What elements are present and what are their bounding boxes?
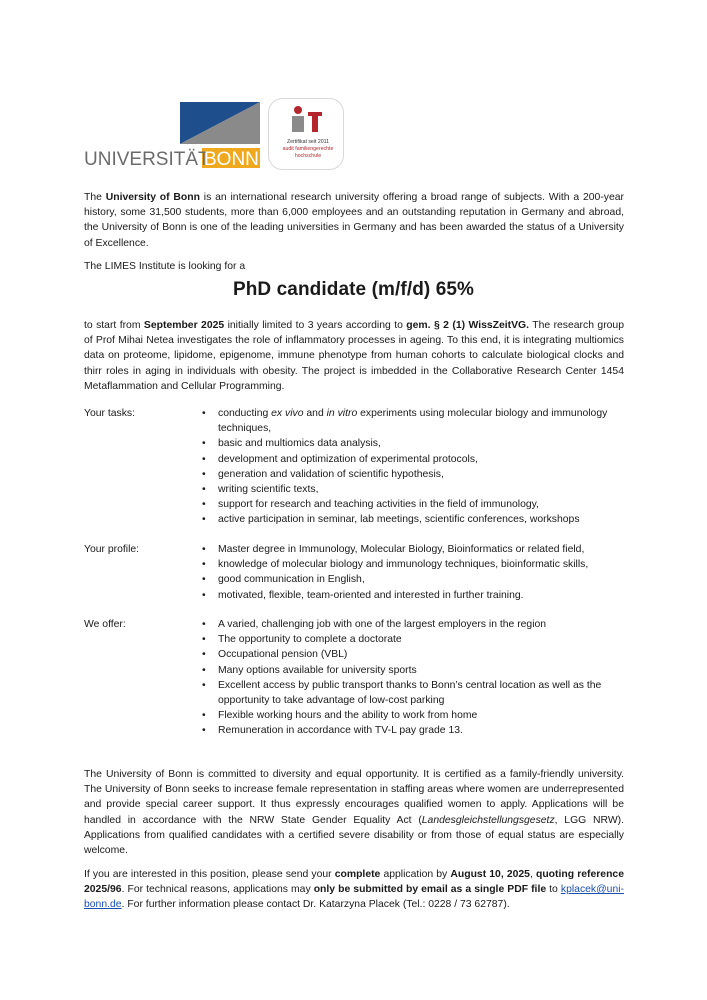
intro-university-name: University of Bonn bbox=[105, 192, 200, 203]
list-item: • knowledge of molecular biology and immunology techniques, bioinformatic skills, bbox=[202, 557, 624, 572]
list-item: • Master degree in Immunology, Molecular Biology, Bioinformatics or related field, bbox=[202, 542, 624, 557]
logo-text-universitaet: UNIVERSITÄT bbox=[84, 149, 210, 168]
details-text: to start from bbox=[84, 320, 144, 331]
family-friendly-certificate-logo bbox=[268, 98, 344, 170]
diversity-text: , LGG NRW). Applications from qualified candidates with a certified severe disability or from those of equal status are especially welcome. bbox=[84, 814, 624, 857]
list-item: • Occupational pension (VBL) bbox=[202, 647, 624, 662]
reference-number: quoting reference 2025/96 bbox=[84, 869, 624, 896]
cert-line-1: Zertifikat seit 2011 bbox=[287, 139, 329, 145]
logo-text-bonn: BONN bbox=[204, 149, 259, 168]
deadline: August 10, 2025 bbox=[450, 869, 530, 880]
list-item: • A varied, challenging job with one of the largest employers in the region bbox=[202, 617, 624, 632]
tasks-list bbox=[202, 406, 624, 528]
university-bonn-logo bbox=[84, 102, 260, 168]
list-item: • writing scientific texts, bbox=[202, 482, 624, 497]
contract-basis: gem. § 2 (1) WissZeitVG. bbox=[406, 320, 530, 331]
details-paragraph bbox=[84, 318, 624, 394]
list-item: • Excellent access by public transport thanks to Bonn’s central location as well as the opportunity to take advantage of low-cost parking bbox=[202, 678, 624, 708]
diversity-text: The University of Bonn is committed to diversity and equal opportunity. It is certified as a family-friendly university. The University of Bonn seeks to increase female representation in staffing areas where women are underrepresented and provide special career support. It thus expressly encourages qualified women to apply. Applications will be handled in accordance with the NRW State Gender Equality Act ( bbox=[84, 769, 624, 826]
cert-line-2: audit familiengerechte bbox=[282, 146, 334, 152]
profile-list bbox=[202, 542, 624, 603]
list-item: • Flexible working hours and the ability to work from home bbox=[202, 708, 624, 723]
position-title: PhD candidate (m/f/d) 65% bbox=[232, 279, 475, 300]
offer-list bbox=[202, 617, 624, 739]
intro-paragraph bbox=[84, 190, 624, 251]
offer-label: We offer: bbox=[84, 619, 126, 630]
list-item: • The opportunity to complete a doctorate bbox=[202, 632, 624, 647]
cert-line-3: hochschule bbox=[294, 153, 322, 159]
list-item: • motivated, flexible, team-oriented and interested in further training. bbox=[202, 588, 624, 603]
intro-text: is an international research university offering a broad range of subjects. With a 200-year history, some 31,500 students, more than 6,000 employees and an outstanding reputation in Germany and abroad, the University of Bonn is one of the leading universities in Germany and has been awarded the status of a University of Excellence. bbox=[84, 192, 625, 249]
list-item: • active participation in seminar, lab meetings, scientific conferences, workshops bbox=[202, 512, 624, 527]
list-item: • Many options available for university sports bbox=[202, 663, 624, 678]
profile-label: Your profile: bbox=[84, 544, 140, 555]
diversity-paragraph bbox=[84, 767, 624, 858]
list-item: • generation and validation of scientific hypothesis, bbox=[202, 467, 624, 482]
list-item: • Remuneration in accordance with TV-L pay grade 13. bbox=[202, 723, 624, 738]
list-item: • conducting ex vivo and in vitro experiments using molecular biology and immunology techniques, bbox=[202, 406, 624, 436]
list-item: • development and optimization of experimental protocols, bbox=[202, 452, 624, 467]
list-item: • support for research and teaching activities in the field of immunology, bbox=[202, 497, 624, 512]
details-text: initially limited to 3 years according to bbox=[224, 320, 407, 331]
start-date: September 2025 bbox=[143, 320, 225, 331]
list-item: • good communication in English, bbox=[202, 572, 624, 587]
looking-for-text: The LIMES Institute is looking for a bbox=[84, 261, 246, 272]
act-name: Landesgleichstellungsgesetz bbox=[421, 814, 555, 826]
list-item: • basic and multiomics data analysis, bbox=[202, 436, 624, 451]
intro-text: The bbox=[84, 192, 106, 203]
contact-email-link[interactable]: kplacek@uni-bonn.de bbox=[84, 884, 624, 911]
details-text: The research group of Prof Mihai Netea investigates the role of inflammatory processes in ageing. To this end, it is integrating multiomics data on proteome, lipidome, epigenome, immune phenotype from human cohorts to calculate biological clocks and thirr roles in aging in individuals with obesity. The project is imbedded in the Collaborative Research Center 1454 Metaflammation and Cellular Programming. bbox=[84, 320, 624, 392]
tasks-label: Your tasks: bbox=[84, 408, 136, 419]
application-paragraph: If you are interested in this position, please send your complete application by August 10, 2025, quoting reference 2025/96. For technical reasons, applications may only be submitted by email as a single PDF file to kplacek@uni-bonn.de. For further information please contact Dr. Katarzyna Placek (Tel.: 0228 / 73 62787). bbox=[84, 869, 624, 911]
